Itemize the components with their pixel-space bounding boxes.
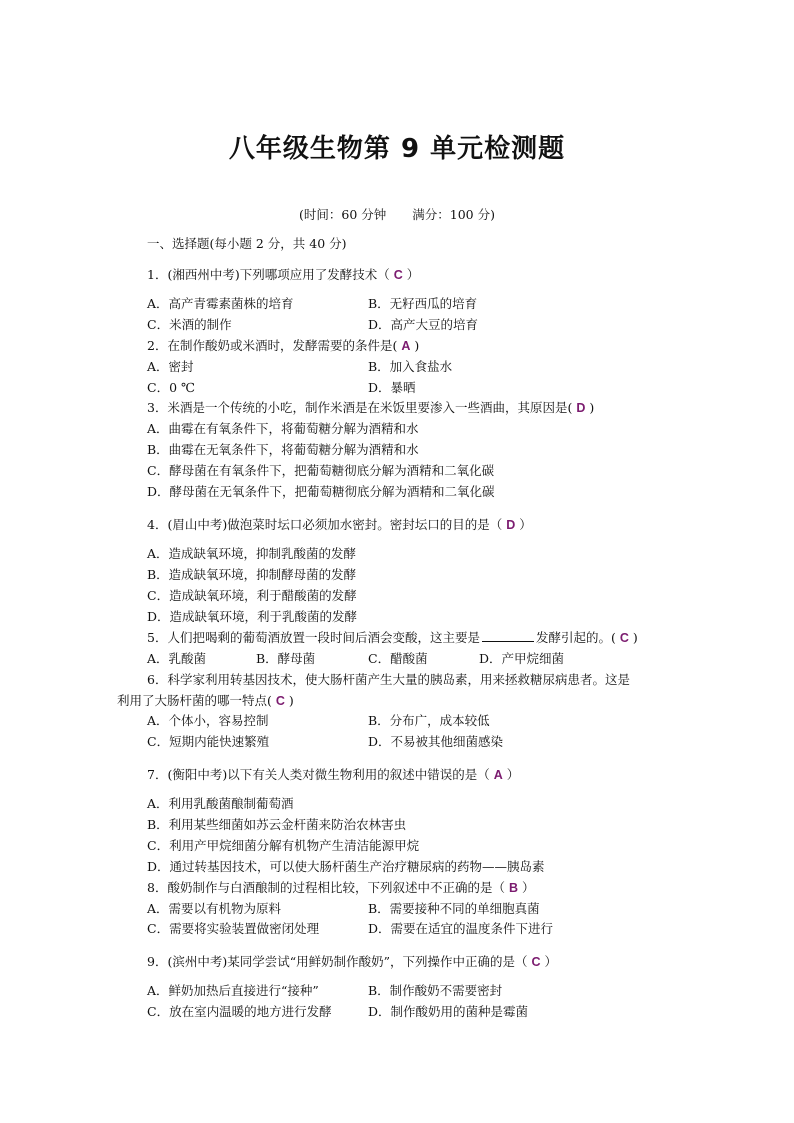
q3-option-d: D．酵母菌在无氧条件下，把葡萄糖彻底分解为酒精和二氧化碳 <box>147 484 495 499</box>
exam-time: (时间：60 分钟 <box>299 207 387 222</box>
answer-5: C <box>619 631 629 645</box>
q2-option-a: A．密封 <box>147 359 194 374</box>
q6-option-d: D．不易被其他细菌感染 <box>368 734 504 749</box>
exam-score: 满分：100 分) <box>412 207 495 222</box>
q8-option-c: C．需要将实验装置做密闭处理 <box>147 921 320 936</box>
question-3-stem: 3．米酒是一个传统的小吃，制作米酒是在米饭里要渗入一些酒曲，其原因是( D ) <box>147 400 595 415</box>
q7-option-c: C．利用产甲烷细菌分解有机物产生清洁能源甲烷 <box>147 838 420 853</box>
q3-option-b: B．曲霉在无氧条件下，将葡萄糖分解为酒精和水 <box>147 442 419 457</box>
fill-blank <box>482 630 534 642</box>
q4-option-c: C．造成缺氧环境，利于醋酸菌的发酵 <box>147 588 357 603</box>
page-title: 八年级生物第 9 单元检测题 <box>228 134 566 164</box>
answer-9: C <box>531 955 541 969</box>
answer-4: D <box>506 518 516 532</box>
question-7-stem: 7．(衡阳中考)以下有关人类对微生物利用的叙述中错误的是（ A ） <box>147 767 520 782</box>
answer-8: B <box>508 881 518 895</box>
q5-option-c: C．醋酸菌 <box>368 651 428 666</box>
q7-option-a: A．利用乳酸菌酿制葡萄酒 <box>147 796 294 811</box>
q4-option-b: B．造成缺氧环境，抑制酵母菌的发酵 <box>147 567 357 582</box>
section-heading: 一、选择题(每小题 2 分，共 40 分) <box>147 236 347 251</box>
exam-info <box>0 205 794 223</box>
q8-option-a: A．需要以有机物为原料 <box>147 901 282 916</box>
q7-option-b: B．利用某些细菌如苏云金杆菌来防治农林害虫 <box>147 817 407 832</box>
q2-option-d: D．暴晒 <box>368 380 416 395</box>
answer-3: D <box>576 401 586 415</box>
q3-option-a: A．曲霉在有氧条件下，将葡萄糖分解为酒精和水 <box>147 421 419 436</box>
q2-option-c: C．0 ℃ <box>147 380 195 395</box>
q1-option-d: D．高产大豆的培育 <box>368 317 479 332</box>
q9-option-b: B．制作酸奶不需要密封 <box>368 983 503 998</box>
answer-6: C <box>275 694 285 708</box>
q1-option-a: A．高产青霉素菌株的培育 <box>147 296 294 311</box>
question-6-stem: 6．科学家利用转基因技术，使大肠杆菌产生大量的胰岛素，用来拯救糖尿病患者。这是 <box>147 672 630 687</box>
q3-option-c: C．酵母菌在有氧条件下，把葡萄糖彻底分解为酒精和二氧化碳 <box>147 463 495 478</box>
answer-2: A <box>401 339 411 353</box>
question-2-stem: 2．在制作酸奶或米酒时，发酵需要的条件是( A ) <box>147 338 420 353</box>
question-8-stem: 8．酸奶制作与白酒酿制的过程相比较，下列叙述中不正确的是（ B ） <box>147 880 535 895</box>
q7-option-d: D．通过转基因技术，可以使大肠杆菌生产治疗糖尿病的药物——胰岛素 <box>147 859 545 874</box>
q6-option-c: C．短期内能快速繁殖 <box>147 734 270 749</box>
q1-option-b: B．无籽西瓜的培育 <box>368 296 478 311</box>
question-6-stem-cont: 利用了大肠杆菌的哪一特点( C ) <box>117 693 294 708</box>
q8-option-b: B．需要接种不同的单细胞真菌 <box>368 901 540 916</box>
q5-option-b: B．酵母菌 <box>256 651 316 666</box>
q9-option-c: C．放在室内温暖的地方进行发酵 <box>147 1004 332 1019</box>
question-1-stem: 1．(湘西州中考)下列哪项应用了发酵技术（ C ） <box>147 267 420 282</box>
question-5-stem: 5．人们把喝剩的葡萄酒放置一段时间后酒会变酸，这主要是 发酵引起的。( C ) <box>147 630 638 645</box>
question-4-stem: 4．(眉山中考)做泡菜时坛口必须加水密封。密封坛口的目的是（ D ） <box>147 517 532 532</box>
q5-option-a: A．乳酸菌 <box>147 651 207 666</box>
q9-option-d: D．制作酸奶用的菌种是霉菌 <box>368 1004 529 1019</box>
q4-option-d: D．造成缺氧环境，利于乳酸菌的发酵 <box>147 609 358 624</box>
q5-option-d: D．产甲烷细菌 <box>479 651 565 666</box>
q8-option-d: D．需要在适宜的温度条件下进行 <box>368 921 554 936</box>
q1-option-c: C．米酒的制作 <box>147 317 232 332</box>
answer-7: A <box>493 768 503 782</box>
question-9-stem: 9．(滨州中考)某同学尝试“用鲜奶制作酸奶”，下列操作中正确的是（ C ） <box>147 954 558 969</box>
answer-1: C <box>393 268 403 282</box>
q9-option-a: A．鲜奶加热后直接进行“接种” <box>147 983 319 998</box>
q6-option-b: B．分布广，成本较低 <box>368 713 490 728</box>
q2-option-b: B．加入食盐水 <box>368 359 453 374</box>
q4-option-a: A．造成缺氧环境，抑制乳酸菌的发酵 <box>147 546 357 561</box>
q6-option-a: A．个体小，容易控制 <box>147 713 269 728</box>
